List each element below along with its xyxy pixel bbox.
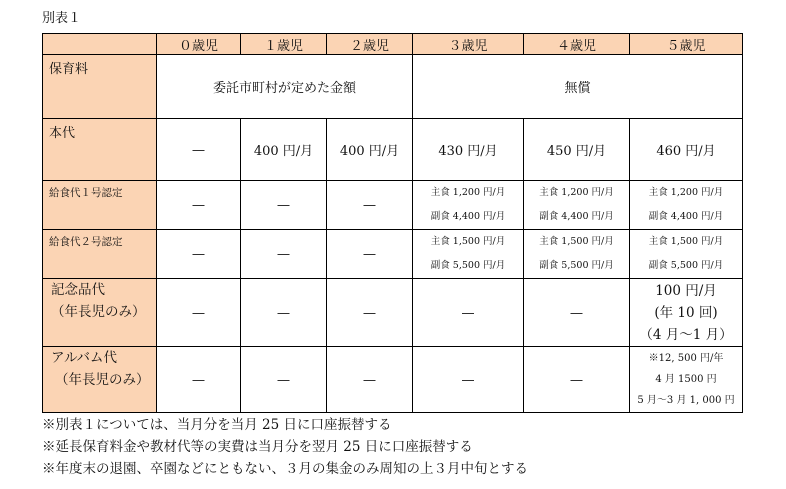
header-age-1: １歳児 [241, 34, 327, 55]
hoikuryo-free: 無償 [413, 55, 743, 119]
header-corner [43, 34, 157, 55]
meal-side-price: 副食 5,500 円/月 [430, 260, 506, 271]
hontai-age-2: 400 円/月 [327, 119, 413, 181]
kinen-age-0: ― [157, 279, 241, 347]
kyushoku1-age-4 [524, 181, 630, 230]
table-row [43, 230, 743, 279]
note-line: ※別表１については、当月分を当月 25 日に口座振替する [42, 417, 392, 433]
kyushoku1-age-1: ― [241, 181, 327, 230]
kyushoku2-age-4 [524, 230, 630, 279]
hontai-age-3: 430 円/月 [413, 119, 524, 181]
table-row [43, 119, 743, 181]
table-row [43, 347, 743, 413]
kinen-age-1: ― [241, 279, 327, 347]
kyushoku2-age-1: ― [241, 230, 327, 279]
note-line: ※年度末の退園、卒園などにともない、３月の集金のみ周知の上３月中旬とする [42, 461, 528, 477]
album-label-line1: アルバム代 [51, 350, 118, 366]
kinen-age-4: ― [524, 279, 630, 347]
album-value-line2: 4 月 1500 円 [655, 374, 717, 385]
kyushoku1-age-2: ― [327, 181, 413, 230]
note-line: ※延長保育料金や教材代等の実費は当月分を翌月 25 日に口座振替する [42, 439, 473, 455]
row-label-kyushoku-1: 給食代１号認定 [43, 181, 157, 230]
meal-main-price: 主食 1,200 円/月 [430, 187, 506, 198]
meal-side-price: 副食 4,400 円/月 [539, 211, 614, 222]
kyushoku2-age-5 [630, 230, 743, 279]
album-label-line2: （年長児のみ） [55, 372, 150, 388]
kinen-value-line2: (年 10 回) [654, 304, 718, 321]
kyushoku1-age-5 [630, 181, 743, 230]
kinen-value-line3: （4 月～1 月） [639, 326, 733, 343]
table-row [43, 279, 743, 347]
header-age-5: ５歳児 [630, 34, 743, 55]
row-label-hoikuryo: 保育料 [43, 55, 157, 119]
header-age-0: ０歳児 [157, 34, 241, 55]
kinen-label-line2: （年長児のみ） [51, 304, 146, 320]
table-caption: 別表１ [42, 11, 82, 26]
hoikuryo-entrusted-amount: 委託市町村が定めた金額 [157, 55, 413, 119]
hontai-age-4: 450 円/月 [524, 119, 630, 181]
album-age-4: ― [524, 347, 630, 413]
header-age-2: ２歳児 [327, 34, 413, 55]
fee-table [42, 33, 743, 413]
meal-main-price: 主食 1,500 円/月 [539, 236, 614, 247]
kinen-value-line1: 100 円/月 [655, 282, 717, 299]
meal-side-price: 副食 5,500 円/月 [539, 260, 614, 271]
kinen-age-2: ― [327, 279, 413, 347]
album-age-1: ― [241, 347, 327, 413]
album-age-2: ― [327, 347, 413, 413]
kyushoku1-age-0: ― [157, 181, 241, 230]
album-age-5 [630, 347, 743, 413]
album-age-0: ― [157, 347, 241, 413]
kyushoku1-age-3 [413, 181, 524, 230]
meal-side-price: 副食 5,500 円/月 [648, 260, 724, 271]
kinen-age-3: ― [413, 279, 524, 347]
row-label-hontai: 本代 [43, 119, 157, 181]
kyushoku2-age-3 [413, 230, 524, 279]
meal-main-price: 主食 1,200 円/月 [539, 187, 614, 198]
meal-side-price: 副食 4,400 円/月 [648, 211, 724, 222]
kinen-age-5 [630, 279, 743, 347]
table-row [43, 181, 743, 230]
table-header-row [43, 34, 743, 55]
header-age-4: ４歳児 [524, 34, 630, 55]
hontai-age-1: 400 円/月 [241, 119, 327, 181]
album-age-3: ― [413, 347, 524, 413]
meal-main-price: 主食 1,500 円/月 [430, 236, 506, 247]
album-value-line1: ※12, 500 円/年 [648, 353, 724, 364]
kyushoku2-age-2: ― [327, 230, 413, 279]
row-label-album [43, 347, 157, 413]
meal-side-price: 副食 4,400 円/月 [430, 211, 506, 222]
kinen-label-line1: 記念品代 [51, 282, 105, 298]
notes-block [42, 414, 528, 480]
kyushoku2-age-0: ― [157, 230, 241, 279]
meal-main-price: 主食 1,500 円/月 [648, 236, 724, 247]
row-label-kyushoku-2: 給食代２号認定 [43, 230, 157, 279]
header-age-3: ３歳児 [413, 34, 524, 55]
hontai-age-0: ― [157, 119, 241, 181]
hontai-age-5: 460 円/月 [630, 119, 743, 181]
row-label-kinen [43, 279, 157, 347]
meal-main-price: 主食 1,200 円/月 [648, 187, 724, 198]
album-value-line3: 5 月～3 月 1, 000 円 [637, 395, 735, 406]
table-row [43, 55, 743, 119]
